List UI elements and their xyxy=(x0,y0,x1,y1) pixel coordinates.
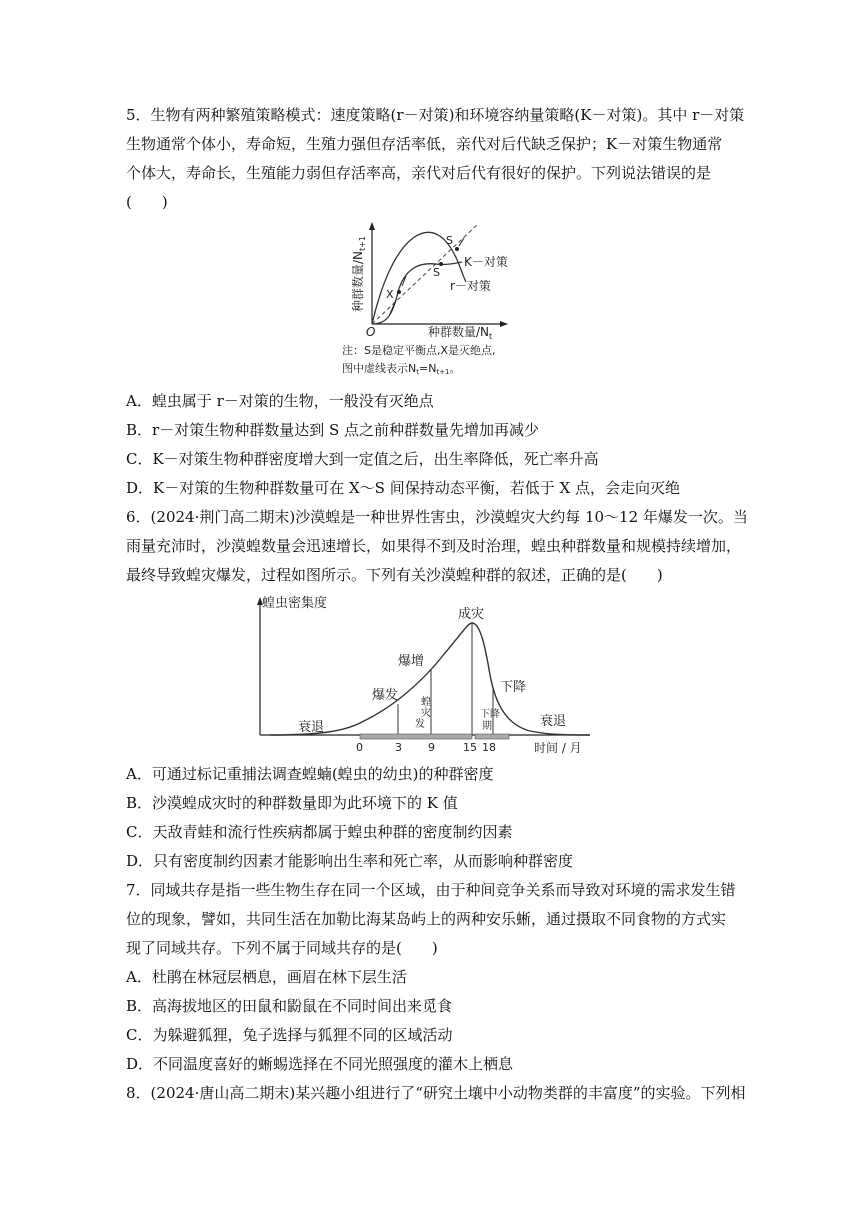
q6-period-b-2: 降 xyxy=(490,709,500,720)
q5-strategy-figure xyxy=(340,220,570,380)
q6-option-b: B．沙漠蝗成灾时的种群数量即为此环境下的 K 值 xyxy=(126,794,458,812)
q5-stem-line-3: 个体大，寿命长，生殖能力弱但存活率高，亲代对后代有很好的保护。下列说法错误的是 xyxy=(126,164,712,182)
q5-x-axis-label: 种群数量$/N_t$ xyxy=(428,325,493,341)
q6-period-a-3: 发 xyxy=(415,719,425,730)
q6-tick-0: 0 xyxy=(356,741,363,754)
q5-option-b: B．r－对策生物种群数量达到 S 点之前种群数量先增加再减少 xyxy=(126,421,540,439)
q6-tick-3: 3 xyxy=(395,741,402,754)
q6-stage-disaster: 成灾 xyxy=(458,607,485,622)
q5-figure-note-line-2: 图中虚线表示Nt=Nt+1。 xyxy=(342,362,461,376)
q6-stage-outbreak: 爆发 xyxy=(372,688,399,703)
q6-tick-15: 15 xyxy=(463,741,477,754)
q5-y-axis-label: 种群数量$/N_{t+1}$ xyxy=(351,236,367,312)
q5-stem-line-1: 5．生物有两种繁殖策略模式：速度策略(r－对策)和环境容纳量策略(K－对策)。其中 r－对策 xyxy=(126,106,745,124)
q5-option-d: D．K－对策的生物种群数量可在 X～S 间保持动态平衡，若低于 X 点，会走向灭绝 xyxy=(126,479,680,497)
q6-option-d: D．只有密度制约因素才能影响出生率和死亡率，从而影响种群密度 xyxy=(126,852,574,870)
q6-stage-decline-right: 衰退 xyxy=(540,714,567,729)
q6-option-a: A．可通过标记重捕法调查蝗蝻(蝗虫的幼虫)的种群密度 xyxy=(126,765,494,783)
q5-option-a: A．蝗虫属于 r－对策的生物，一般没有灭绝点 xyxy=(126,392,434,410)
q7-option-a: A．杜鹃在林冠层栖息，画眉在林下层生活 xyxy=(126,968,407,986)
q6-period-b-3: 期 xyxy=(482,721,492,732)
q6-stage-surge: 爆增 xyxy=(398,654,425,669)
q5-figure-note-line-1: 注：S是稳定平衡点,X是灭绝点, xyxy=(342,344,496,357)
q6-period-a-1: 蝗 xyxy=(421,697,431,708)
q6-stem-line-2: 雨量充沛时，沙漠蝗数量会迅速增长，如果得不到及时治理，蝗虫种群数量和规模持续增加， xyxy=(126,537,742,555)
q5-stem-line-2: 生物通常个体小，寿命短，生殖力强但存活率低，亲代对后代缺乏保护；K－对策生物通常 xyxy=(126,135,723,153)
q6-locust-figure xyxy=(250,595,620,760)
q5-x-point-label: X xyxy=(386,288,394,301)
q5-k-strategy-label: K－对策 xyxy=(464,255,508,269)
q8-stem-line-1: 8．(2024·唐山高二期末)某兴趣小组进行了“研究土壤中小动物类群的丰富度”的实验。下列相 xyxy=(126,1084,746,1102)
q6-stem-line-1: 6．(2024·荆门高二期末)沙漠蝗是一种世界性害虫，沙漠蝗灾大约每 10～12 年爆发一次。当 xyxy=(126,508,748,526)
q7-stem-line-3: 现了同域共存。下列不属于同域共存的是( ) xyxy=(126,939,438,957)
q5-s-upper-label: S xyxy=(446,234,453,247)
q6-x-axis-label: 时间 / 月 xyxy=(534,741,582,755)
q6-stem-line-3: 最终导致蝗灾爆发，过程如图所示。下列有关沙漠蝗种群的叙述，正确的是( ) xyxy=(126,566,663,584)
q5-option-c: C．K－对策生物种群密度增大到一定值之后，出生率降低，死亡率升高 xyxy=(126,450,599,468)
q7-stem-line-1: 7．同域共存是指一些生物生存在同一个区域，由于种间竞争关系而导致对环境的需求发生错 xyxy=(126,881,736,899)
q7-stem-line-2: 位的现象，譬如，共同生活在加勒比海某岛屿上的两种安乐蜥，通过摄取不同食物的方式实 xyxy=(126,910,727,928)
q5-stem-line-4: ( ) xyxy=(126,193,168,211)
q6-tick-18: 18 xyxy=(482,741,496,754)
q5-s-lower-label: S xyxy=(433,266,440,279)
q7-option-b: B．高海拔地区的田鼠和鼢鼠在不同时间出来觅食 xyxy=(126,997,453,1015)
q6-option-c: C．天敌青蛙和流行性疾病都属于蝗虫种群的密度制约因素 xyxy=(126,823,513,841)
q6-y-axis-label: 蝗虫密集度 xyxy=(262,596,328,611)
q6-period-b-1: 下 xyxy=(480,709,490,720)
q7-option-d: D．不同温度喜好的蜥蜴选择在不同光照强度的灌木上栖息 xyxy=(126,1055,514,1073)
q7-option-c: C．为躲避狐狸，兔子选择与狐狸不同的区域活动 xyxy=(126,1026,453,1044)
q6-tick-9: 9 xyxy=(428,741,435,754)
q6-stage-decline-left: 衰退 xyxy=(298,720,325,735)
q6-stage-fall: 下降 xyxy=(500,680,527,695)
q5-r-strategy-label: r－对策 xyxy=(450,279,491,293)
q5-origin-label: O xyxy=(366,325,376,339)
q6-period-a-2: 灾 xyxy=(421,708,431,719)
